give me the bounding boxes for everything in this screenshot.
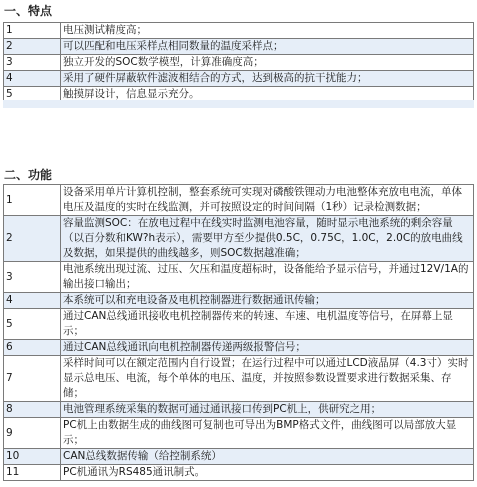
table-row xyxy=(4,340,474,356)
row-text: PC机上由数据生成的曲线图可复制也可导出为BMP格式文件，曲线图可以局部放大显示； xyxy=(61,418,474,449)
row-text: 设备采用单片计算机控制，整套系统可实现对磷酸铁锂动力电池整体充放电电流，单体电压及温度的实时在线监测，并可按照设定的时间间隔（1秒）记录检测数据； xyxy=(61,185,474,216)
row-number: 3 xyxy=(4,55,61,71)
table-row xyxy=(4,216,474,262)
row-number: 2 xyxy=(4,216,61,262)
row-number: 11 xyxy=(4,465,61,481)
row-number: 7 xyxy=(4,356,61,402)
row-text: 独立开发的SOC数学模型，计算准确度高； xyxy=(61,55,474,71)
row-text: 采样时间可以在额定范围内自行设置；在运行过程中可以通过LCD液晶屏（4.3寸）实时显示总电压、电流，每个单体的电压、温度，并按照参数设置要求进行数据采集、存储； xyxy=(61,356,474,402)
table-row xyxy=(4,185,474,216)
features-heading: 一、特点 xyxy=(4,4,53,18)
row-text: 本系统可以和充电设备及电机控制器进行数据通讯传输； xyxy=(61,293,474,309)
row-number: 4 xyxy=(4,71,61,87)
row-number: 1 xyxy=(4,185,61,216)
row-number: 2 xyxy=(4,39,61,55)
table-row xyxy=(4,465,474,481)
row-number: 6 xyxy=(4,340,61,356)
row-number: 5 xyxy=(4,87,61,103)
functions-table xyxy=(3,184,474,481)
features-table xyxy=(3,22,474,103)
row-text: CAN总线数据传输（给控制系统） xyxy=(61,449,474,465)
row-text: 电压测试精度高； xyxy=(61,23,474,39)
table-row xyxy=(4,71,474,87)
row-text: 触摸屏设计，信息显示充分。 xyxy=(61,87,474,103)
row-number: 10 xyxy=(4,449,61,465)
row-number: 5 xyxy=(4,309,61,340)
table-row xyxy=(4,418,474,449)
row-number: 8 xyxy=(4,402,61,418)
functions-heading: 二、功能 xyxy=(4,168,53,182)
table-row xyxy=(4,356,474,402)
row-text: 电池系统出现过流、过压、欠压和温度超标时，设备能给予显示信号，并通过12V/1A的输出接口输出； xyxy=(61,262,474,293)
row-number: 4 xyxy=(4,293,61,309)
row-number: 3 xyxy=(4,262,61,293)
table-row xyxy=(4,293,474,309)
table-row xyxy=(4,39,474,55)
table-row xyxy=(4,262,474,293)
table-row xyxy=(4,402,474,418)
row-text: 容量监测SOC：在放电过程中在线实时监测电池容量，随时显示电池系统的剩余容量（以百分数和KW?h表示），需要甲方至少提供0.5C，0.75C，1.0C，2.0C的放电曲线及数据，如果提供的曲线越多，则SOC数据越准确； xyxy=(61,216,474,262)
row-text: 通过CAN总线通讯接收电机控制器传来的转速、车速、电机温度等信号，在屏幕上显示； xyxy=(61,309,474,340)
row-text: 通过CAN总线通讯向电机控制器传递两级报警信号； xyxy=(61,340,474,356)
table-footer-stripe xyxy=(3,100,474,108)
table-row xyxy=(4,309,474,340)
table-row xyxy=(4,55,474,71)
row-text: 可以匹配和电压采样点相同数量的温度采样点； xyxy=(61,39,474,55)
row-number: 9 xyxy=(4,418,61,449)
row-text: PC机通讯为RS485通讯制式。 xyxy=(61,465,474,481)
row-text: 采用了硬件屏蔽软件滤波相结合的方式，达到极高的抗干扰能力； xyxy=(61,71,474,87)
table-row xyxy=(4,23,474,39)
row-text: 电池管理系统采集的数据可通过通讯接口传到PC机上，供研究之用； xyxy=(61,402,474,418)
table-row xyxy=(4,449,474,465)
row-number: 1 xyxy=(4,23,61,39)
